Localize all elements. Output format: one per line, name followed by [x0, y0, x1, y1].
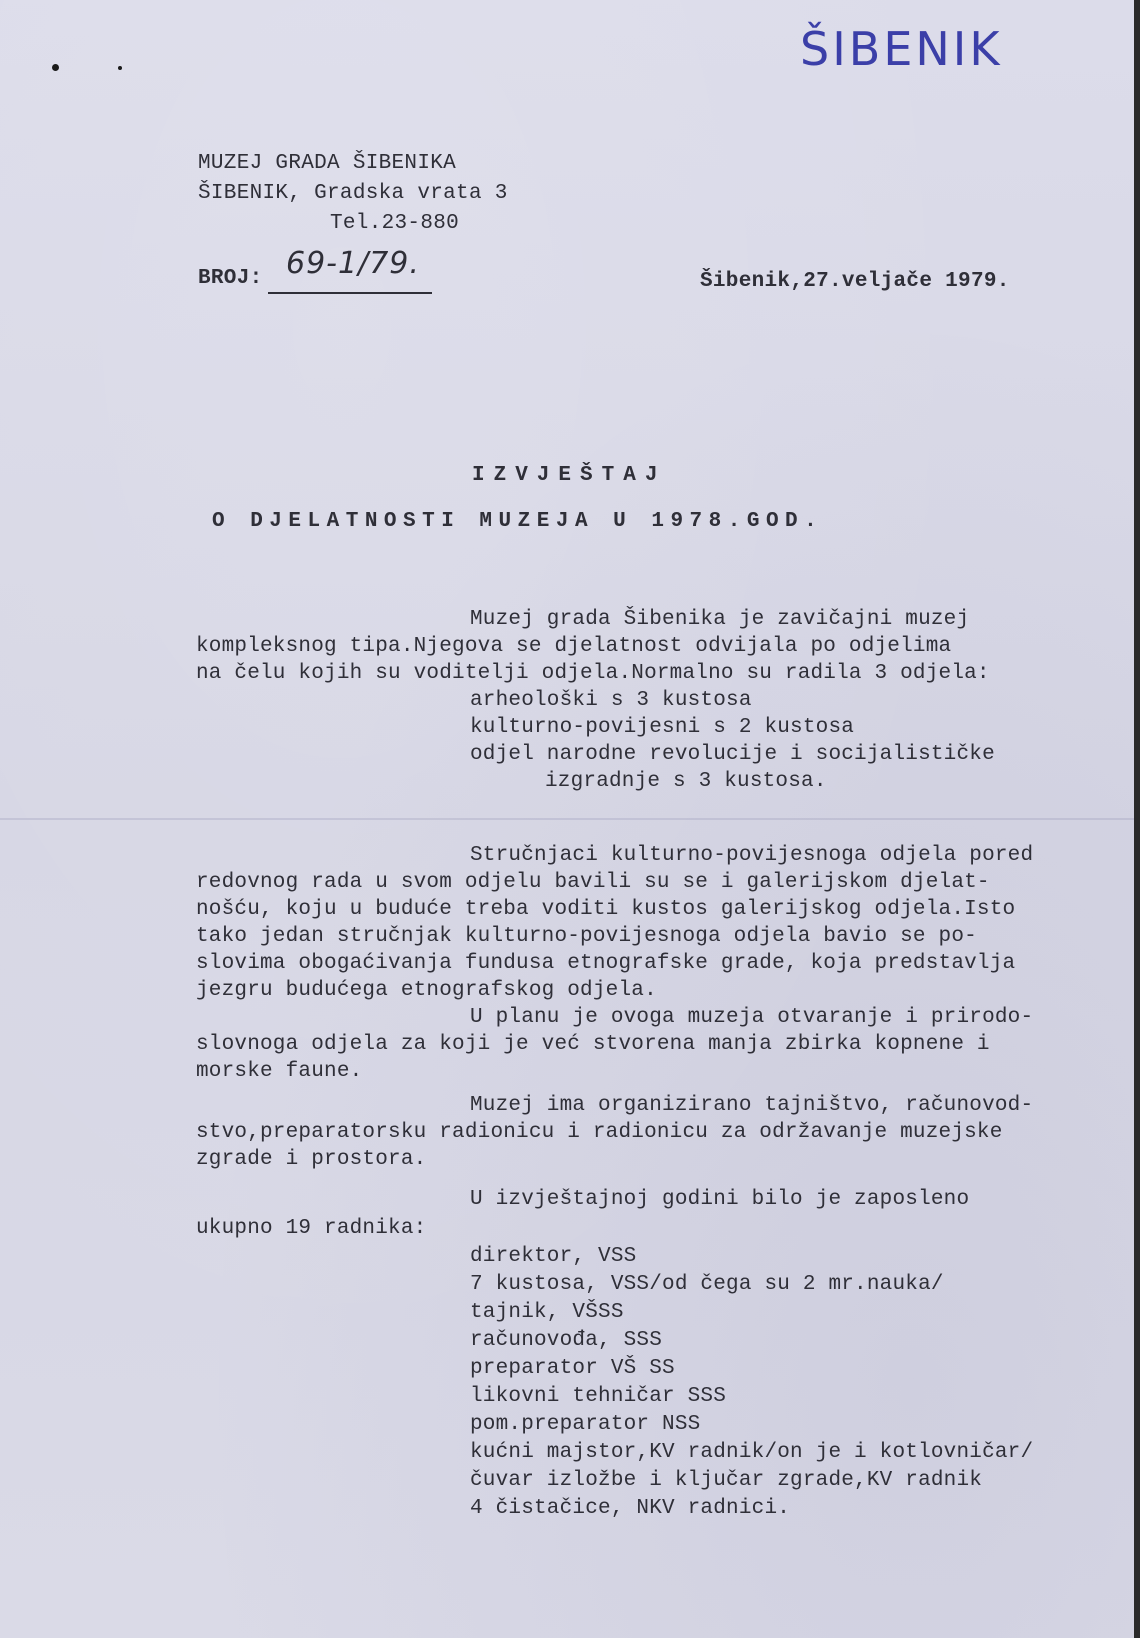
paragraph-4-line: Muzej ima organizirano tajništvo, računovod-	[470, 1094, 1034, 1117]
paragraph-2-line: tako jedan stručnjak kulturno-povijesnoga odjela bavio se po-	[196, 925, 977, 948]
handwritten-reference-number: 69-1/79.	[286, 246, 420, 281]
letterhead-address: ŠIBENIK, Gradska vrata 3	[198, 182, 508, 205]
paragraph-5-line: ukupno 19 radnika:	[196, 1217, 427, 1240]
handwritten-city: ŠIBENIK	[800, 22, 1003, 76]
staff-item: kućni majstor,KV radnik/on je i kotlovničar/	[470, 1441, 1034, 1464]
paragraph-1-line: kompleksnog tipa.Njegova se djelatnost odvijala po odjelima	[196, 635, 952, 658]
document-subtitle: O DJELATNOSTI MUZEJA U 1978.GOD.	[212, 510, 824, 533]
fold-line	[0, 818, 1140, 820]
staff-item: pom.preparator NSS	[470, 1413, 701, 1436]
paragraph-2-line: jezgru budućega etnografskog odjela.	[196, 979, 657, 1002]
staff-item: 7 kustosa, VSS/od čega su 2 mr.nauka/	[470, 1273, 944, 1296]
paragraph-2-line: nošću, koju u buduće treba voditi kustos galerijskog odjela.Isto	[196, 898, 1016, 921]
staff-item: računovođa, SSS	[470, 1329, 663, 1352]
paragraph-1-line: na čelu kojih su voditelji odjela.Normalno su radila 3 odjela:	[196, 662, 990, 685]
document-date: Šibenik,27.veljače 1979.	[700, 270, 1010, 293]
paragraph-4-line: stvo,preparatorsku radionicu i radionicu za održavanje muzejske	[196, 1121, 1003, 1144]
paragraph-5-line: U izvještajnoj godini bilo je zaposleno	[470, 1188, 970, 1211]
department-item: odjel narodne revolucije i socijalističke	[470, 743, 995, 766]
paragraph-2-line: slovima obogaćivanja fundusa etnografske grade, koja predstavlja	[196, 952, 1016, 975]
punch-hole-mark-small	[118, 66, 122, 70]
staff-item: čuvar izložbe i ključar zgrade,KV radnik	[470, 1469, 983, 1492]
reference-label: BROJ:	[198, 267, 263, 290]
paragraph-4-line: zgrade i prostora.	[196, 1148, 427, 1171]
department-item-continuation: izgradnje s 3 kustosa.	[545, 770, 827, 793]
staff-item: tajnik, VŠSS	[470, 1301, 624, 1324]
paragraph-2-line: Stručnjaci kulturno-povijesnoga odjela pored	[470, 844, 1034, 867]
paragraph-1-line: Muzej grada Šibenika je zavičajni muzej	[470, 608, 970, 631]
paragraph-3-line: U planu je ovoga muzeja otvaranje i prirodo-	[470, 1006, 1034, 1029]
department-item: arheološki s 3 kustosa	[470, 689, 752, 712]
staff-item: 4 čistačice, NKV radnici.	[470, 1497, 791, 1520]
department-item: kulturno-povijesni s 2 kustosa	[470, 716, 855, 739]
staff-item: direktor, VSS	[470, 1245, 637, 1268]
staff-item: preparator VŠ SS	[470, 1357, 675, 1380]
letterhead-phone: Tel.23-880	[330, 212, 460, 235]
staff-item: likovni tehničar SSS	[470, 1385, 727, 1408]
punch-hole-mark	[52, 64, 59, 71]
document-title: IZVJEŠTAJ	[472, 464, 667, 487]
letterhead-name: MUZEJ GRADA ŠIBENIKA	[198, 152, 457, 175]
paragraph-2-line: redovnog rada u svom odjelu bavili su se i galerijskom djelat-	[196, 871, 990, 894]
scan-edge	[1134, 0, 1140, 1638]
paragraph-3-line: slovnoga odjela za koji je već stvorena manja zbirka kopnene i	[196, 1033, 990, 1056]
paragraph-3-line: morske faune.	[196, 1060, 363, 1083]
reference-underline	[268, 292, 432, 294]
